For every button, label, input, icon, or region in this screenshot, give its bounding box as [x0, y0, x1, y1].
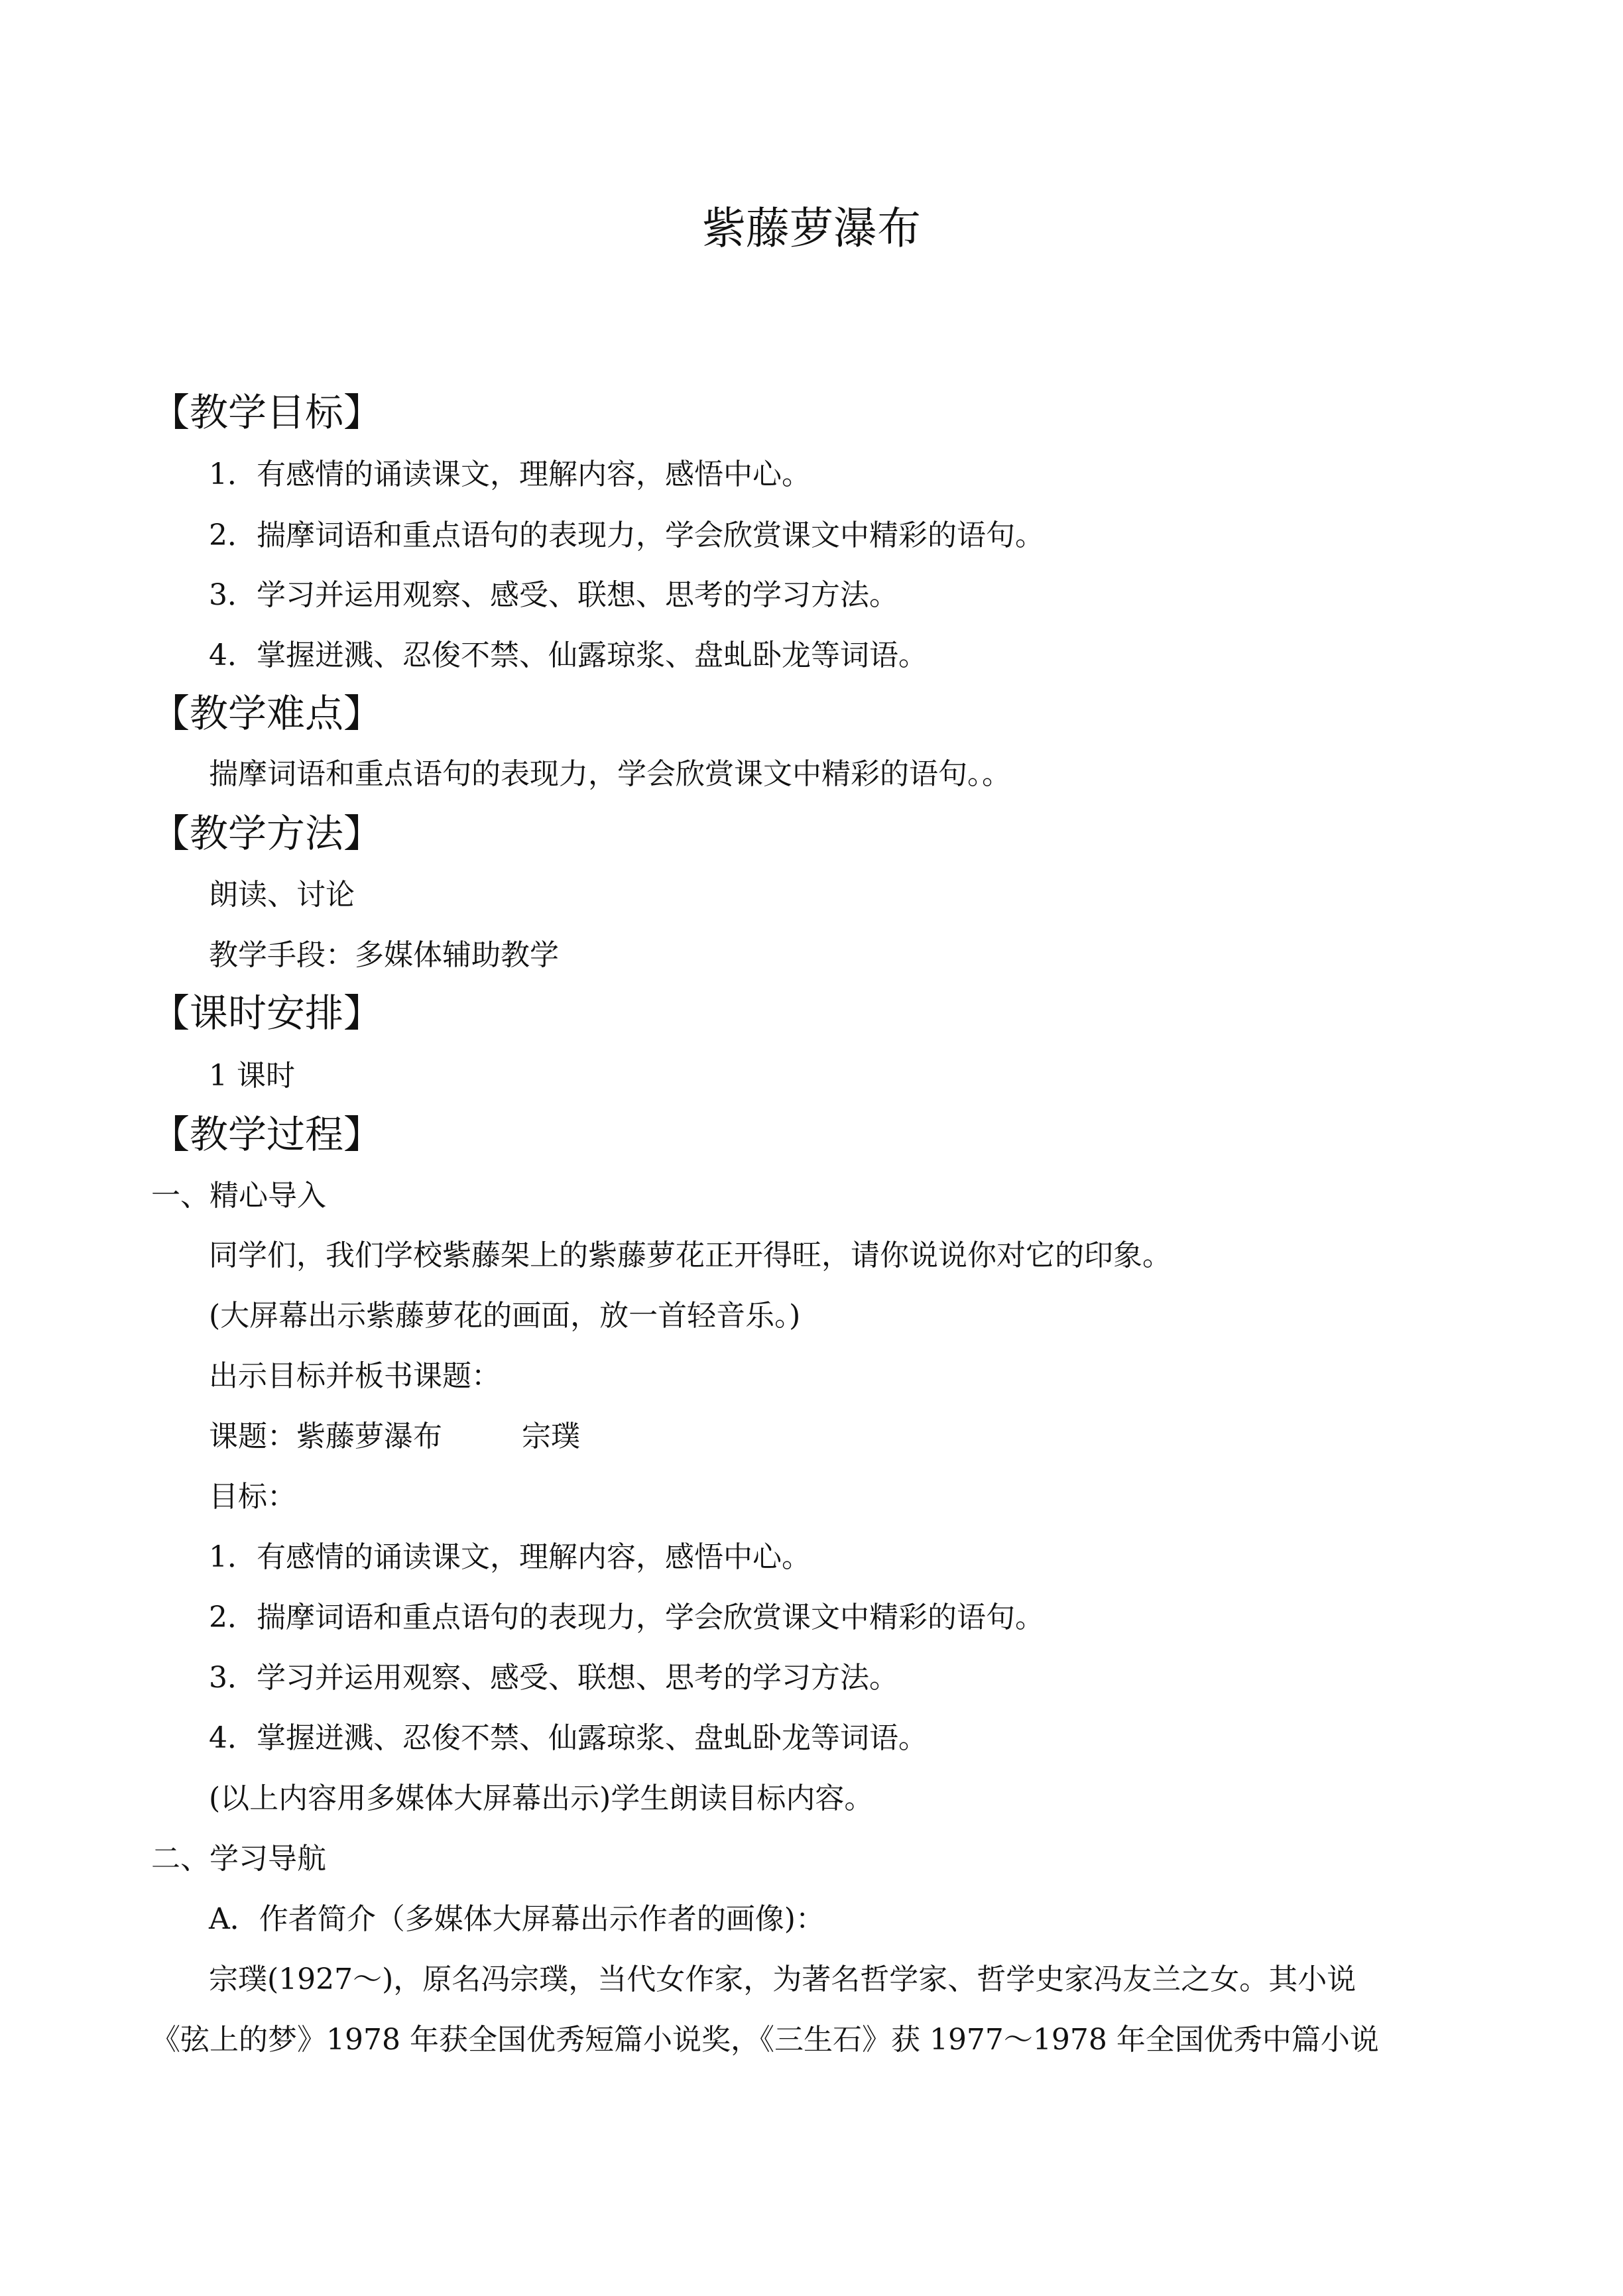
schedule-text: 1 课时: [209, 1059, 295, 1093]
part1-goal-4: 4．掌握迸溅、忍俊不禁、仙露琼浆、盘虬卧龙等词语。: [209, 1721, 928, 1755]
author-bio-line-1: 宗璞(1927～)，原名冯宗璞，当代女作家，为著名哲学家、哲学史家冯友兰之女。其小说: [209, 1963, 1356, 1996]
heading-teaching-difficulty: 【教学难点】: [151, 691, 383, 736]
topic-label: 课题：紫藤萝瀑布: [209, 1420, 442, 1453]
goals-label: 目标：: [209, 1480, 296, 1514]
document-title: 紫藤萝瀑布: [702, 203, 921, 254]
heading-teaching-process: 【教学过程】: [151, 1112, 383, 1157]
author-bio-line-2: 《弦上的梦》1978 年获全国优秀短篇小说奖，《三生石》获 1977～1978 年全国优秀中篇小说: [151, 2023, 1379, 2057]
method-line-2: 教学手段：多媒体辅助教学: [209, 938, 559, 972]
goal-item-3: 3．学习并运用观察、感受、联想、思考的学习方法。: [209, 578, 898, 612]
goal-item-1: 1．有感情的诵读课文，理解内容，感悟中心。: [209, 457, 811, 491]
heading-class-schedule: 【课时安排】: [151, 991, 383, 1036]
goal-item-2: 2．揣摩词语和重点语句的表现力，学会欣赏课文中精彩的语句。: [209, 518, 1044, 552]
heading-teaching-method: 【教学方法】: [151, 811, 383, 856]
part1-goal-2: 2．揣摩词语和重点语句的表现力，学会欣赏课文中精彩的语句。: [209, 1601, 1044, 1634]
part1-line-2: (大屏幕出示紫藤萝花的画面，放一首轻音乐。): [209, 1299, 801, 1333]
part1-goal-1: 1．有感情的诵读课文，理解内容，感悟中心。: [209, 1540, 811, 1574]
heading-teaching-goals: 【教学目标】: [151, 390, 383, 435]
part1-line-3: 出示目标并板书课题：: [209, 1359, 501, 1393]
part1-line-1: 同学们，我们学校紫藤架上的紫藤萝花正开得旺，请你说说你对它的印象。: [209, 1239, 1172, 1272]
part1-note: (以上内容用多媒体大屏幕出示)学生朗读目标内容。: [209, 1782, 874, 1815]
goal-item-4: 4．掌握迸溅、忍俊不禁、仙露琼浆、盘虬卧龙等词语。: [209, 638, 928, 672]
part1-goal-3: 3．学习并运用观察、感受、联想、思考的学习方法。: [209, 1661, 898, 1695]
part1-title: 一、精心导入: [151, 1179, 326, 1213]
method-line-1: 朗读、讨论: [209, 878, 355, 912]
author-intro-label: A．作者简介（多媒体大屏幕出示作者的画像)：: [209, 1902, 825, 1936]
topic-line: [209, 1417, 580, 1457]
topic-author: 宗璞: [522, 1420, 580, 1453]
difficulty-text: 揣摩词语和重点语句的表现力，学会欣赏课文中精彩的语句。。: [209, 757, 1011, 791]
part2-title: 二、学习导航: [151, 1842, 326, 1876]
